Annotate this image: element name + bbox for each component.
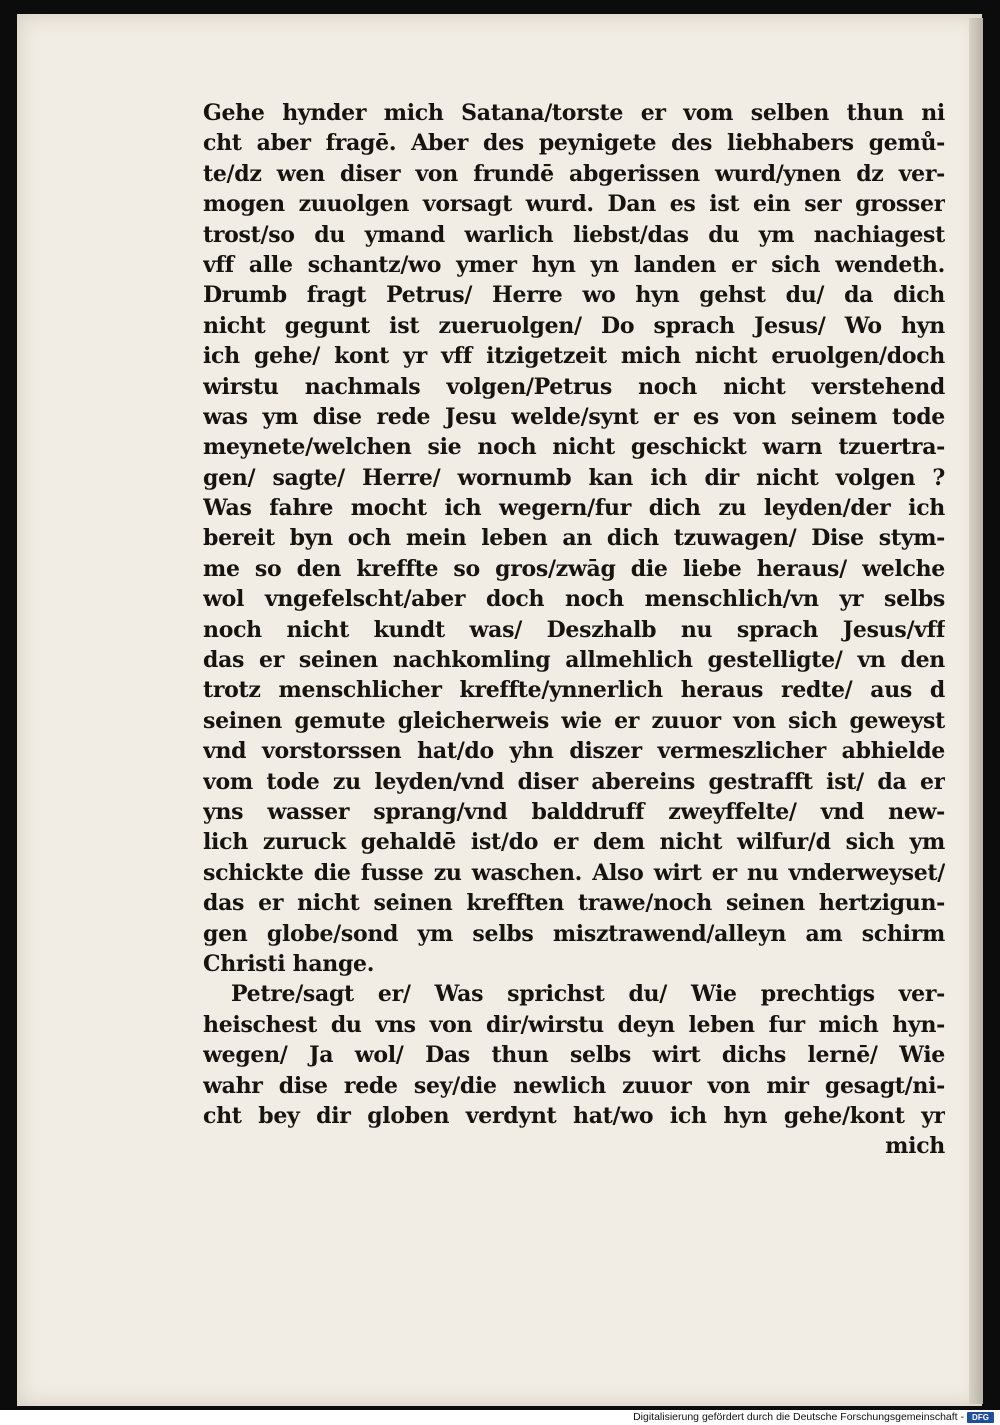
catchword: mich xyxy=(885,1133,945,1160)
text-line-31: heischest du vns von dir/wirstu deyn leben fur mich hyn- xyxy=(203,1011,945,1038)
text-line-7: Drumb fragt Petrus/ Herre wo hyn gehst du/ da dich xyxy=(203,282,945,309)
text-line-17: wol vngefelscht/aber doch noch menschlich/vn yr selbs xyxy=(203,586,945,613)
text-line-14: Was fahre mocht ich wegern/fur dich zu leyden/der ich xyxy=(203,495,945,522)
text-line-1: Gehe hynder mich Satana/torste er vom selben thun ni xyxy=(203,100,945,126)
text-line-11: was ym dise rede Jesu welde/synt er es von seinem tode xyxy=(203,403,945,430)
text-line-28: gen globe/sond ym selbs misztrawend/alleyn am schirm xyxy=(203,920,945,947)
text-line-18: noch nicht kundt was/ Deszhalb nu sprach Jesus/vff xyxy=(203,616,945,643)
text-line-3: te/dz wen diser von frundē abgerissen wurd/ynen dz ver- xyxy=(203,160,945,187)
text-line-21: seinen gemute gleicherweis wie er zuuor von sich geweyst xyxy=(203,707,945,734)
text-line-5: trost/so du ymand warlich liebst/das du ym nachiagest xyxy=(203,221,945,248)
footer-bar xyxy=(0,1410,1000,1425)
funding-notice: Digitalisierung gefördert durch die Deutsche Forschungsgemeinschaft - xyxy=(633,1411,964,1423)
text-line-6: vff alle schantz/wo ymer hyn yn landen er sich wendeth. xyxy=(203,251,945,278)
text-line-4: mogen zuuolgen vorsagt wurd. Dan es ist ein ser grosser xyxy=(203,191,945,218)
text-line-33: wahr dise rede sey/die newlich zuuor von mir gesagt/ni- xyxy=(203,1072,945,1099)
text-line-13: gen/ sagte/ Herre/ wornumb kan ich dir nicht volgen ? xyxy=(203,464,945,491)
text-line-19: das er seinen nachkomling allmehlich gestelligte/ vn den xyxy=(203,647,945,674)
text-line-27: das er nicht seinen krefften trawe/noch seinen hertzigun- xyxy=(203,890,945,917)
text-line-8: nicht gegunt ist zueruolgen/ Do sprach Jesus/ Wo hyn xyxy=(203,312,945,339)
page-edge xyxy=(969,18,983,1404)
text-line-26: schickte die fusse zu waschen. Also wirt er nu vnderweyset/ xyxy=(203,859,945,886)
text-line-9: ich gehe/ kont yr vff itzigetzeit mich nicht eruolgen/doch xyxy=(203,343,945,370)
text-line-16: me so den kreffte so gros/zwāg die liebe heraus/ welche xyxy=(203,555,945,582)
text-line-32: wegen/ Ja wol/ Das thun selbs wirt dichs lernē/ Wie xyxy=(203,1042,945,1069)
text-line-15: bereit byn och mein leben an dich tzuwagen/ Dise stym- xyxy=(203,525,945,552)
text-line-20: trotz menschlicher kreffte/ynnerlich heraus redte/ aus d xyxy=(203,677,945,704)
dfg-logo: DFG xyxy=(967,1412,994,1423)
text-line-34: cht bey dir globen verdynt hat/wo ich hyn gehe/kont yr xyxy=(203,1102,945,1129)
text-line-25: lich zuruck gehaldē ist/do er dem nicht wilfur/d sich ym xyxy=(203,829,945,856)
body-text xyxy=(203,98,945,1162)
text-line-2: cht aber fragē. Aber des peynigete des liebhabers gemů- xyxy=(203,130,945,157)
text-line-29: Christi hange. xyxy=(203,950,375,977)
text-line-30: Petre/sagt er/ Was sprichst du/ Wie prechtigs ver- xyxy=(231,981,945,1008)
text-line-12: meynete/welchen sie noch nicht geschickt warn tzuertra- xyxy=(203,434,945,461)
text-line-22: vnd vorstorssen hat/do yhn diszer vermeszlicher abhielde xyxy=(203,738,945,765)
text-line-23: vom tode zu leyden/vnd diser abereins gestrafft ist/ da er xyxy=(203,768,945,795)
text-line-24: yns wasser sprang/vnd balddruff zweyffelte/ vnd new- xyxy=(203,798,945,825)
text-line-10: wirstu nachmals volgen/Petrus noch nicht verstehend xyxy=(203,373,945,400)
